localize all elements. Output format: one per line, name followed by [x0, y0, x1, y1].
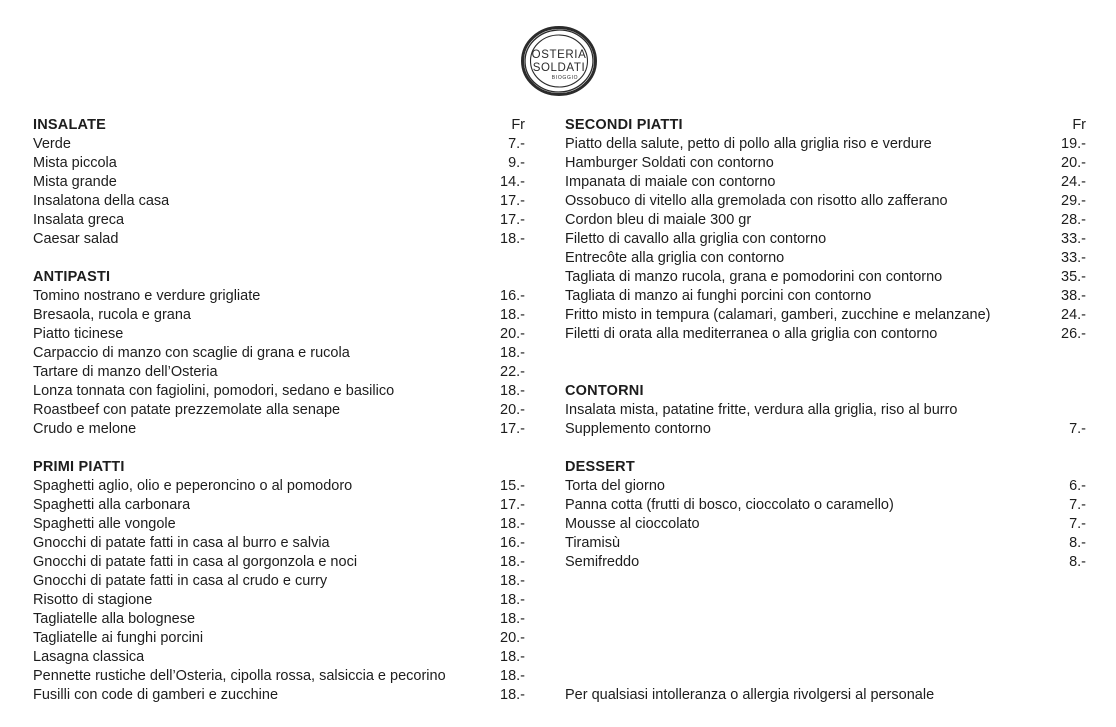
- menu-item-name: Cordon bleu di maiale 300 gr: [565, 212, 752, 228]
- logo-text-line1: OSTERIA: [531, 49, 587, 61]
- menu-item-row: [33, 325, 525, 344]
- menu-item-name: Carpaccio di manzo con scaglie di grana e rucola: [33, 345, 350, 361]
- menu-item-name: Crudo e melone: [33, 421, 137, 437]
- menu-item-price: 24.-: [1061, 174, 1086, 190]
- menu-item-name: Torta del giorno: [565, 478, 665, 494]
- menu-item-name: Piatto ticinese: [33, 326, 124, 342]
- menu-item-name: Insalata mista, patatine fritte, verdura alla griglia, riso al burro: [565, 402, 958, 418]
- menu-item-price: 20.-: [500, 402, 525, 418]
- menu-item-price: 17.-: [500, 497, 525, 513]
- menu-item-name: Caesar salad: [33, 231, 119, 247]
- menu-item-row: [565, 135, 1086, 154]
- menu-item-name: Pennette rustiche dell’Osteria, cipolla rossa, salsiccia e pecorino: [33, 668, 446, 684]
- menu-item-row: [33, 135, 525, 154]
- menu-item-name: Tagliata di manzo ai funghi porcini con contorno: [565, 288, 872, 304]
- menu-item-price: 24.-: [1061, 307, 1086, 323]
- menu-item-row: [565, 477, 1086, 496]
- menu-item-price: 26.-: [1061, 326, 1086, 342]
- menu-item-row: [33, 154, 525, 173]
- menu-item-row: [33, 648, 525, 667]
- menu-item-name: Lonza tonnata con fagiolini, pomodori, sedano e basilico: [33, 383, 395, 399]
- menu-item-row: [33, 629, 525, 648]
- section-title: PRIMI PIATTI: [33, 459, 125, 475]
- menu-item-row: [33, 686, 525, 705]
- section-title: DESSERT: [565, 459, 635, 475]
- menu-item-row: [565, 553, 1086, 572]
- section-header: [565, 382, 1086, 401]
- menu-item-price: 8.-: [1069, 554, 1086, 570]
- menu-item-row: [33, 553, 525, 572]
- menu-item-price: 18.-: [500, 554, 525, 570]
- menu-item-row: [33, 173, 525, 192]
- menu-item-name: Tiramisù: [565, 535, 621, 551]
- menu-item-name: Supplemento contorno: [565, 421, 711, 437]
- menu-item-price: 20.-: [500, 630, 525, 646]
- menu-item-price: 18.-: [500, 592, 525, 608]
- menu-item-row: [33, 363, 525, 382]
- menu-item-price: 18.-: [500, 383, 525, 399]
- menu-item-name: Tagliatelle alla bolognese: [33, 611, 196, 627]
- menu-item-price: 7.-: [1069, 497, 1086, 513]
- menu-item-name: Verde: [33, 136, 71, 152]
- menu-item-row: [33, 401, 525, 420]
- menu-item-price: 7.-: [1069, 516, 1086, 532]
- menu-item-price: 15.-: [500, 478, 525, 494]
- allergy-note: Per qualsiasi intolleranza o allergia rivolgersi al personale: [565, 687, 935, 703]
- menu-item-name: Bresaola, rucola e grana: [33, 307, 191, 323]
- menu-item-name: Panna cotta (frutti di bosco, cioccolato o caramello): [565, 497, 894, 513]
- menu-item-name: Entrecôte alla griglia con contorno: [565, 250, 785, 266]
- menu-item-price: 22.-: [500, 364, 525, 380]
- menu-item-price: 6.-: [1069, 478, 1086, 494]
- menu-item-row: [565, 192, 1086, 211]
- menu-item-row: [33, 477, 525, 496]
- menu-item-price: 18.-: [500, 307, 525, 323]
- menu-item-price: 29.-: [1061, 193, 1086, 209]
- menu-item-name: Piatto della salute, petto di pollo alla griglia riso e verdure: [565, 136, 932, 152]
- menu-item-row: [565, 420, 1086, 439]
- menu-item-row: [565, 211, 1086, 230]
- menu-item-row: [565, 496, 1086, 515]
- menu-item-name: Gnocchi di patate fatti in casa al crudo e curry: [33, 573, 328, 589]
- menu-item-row: [33, 211, 525, 230]
- currency-column-header: Fr: [511, 117, 525, 133]
- section-header: [33, 458, 525, 477]
- menu-item-row: [33, 382, 525, 401]
- menu-item-name: Insalata greca: [33, 212, 125, 228]
- menu-item-name: Semifreddo: [565, 554, 640, 570]
- menu-item-row: [33, 306, 525, 325]
- menu-column-right: [565, 116, 1086, 572]
- menu-item-row: [565, 154, 1086, 173]
- restaurant-logo: [520, 25, 598, 97]
- menu-item-name: Fusilli con code di gamberi e zucchine: [33, 687, 279, 703]
- menu-item-row: [565, 249, 1086, 268]
- menu-item-price: 18.-: [500, 573, 525, 589]
- menu-item-name: Hamburger Soldati con contorno: [565, 155, 774, 171]
- menu-item-row: [565, 173, 1086, 192]
- menu-item-price: 18.-: [500, 611, 525, 627]
- section-title: SECONDI PIATTI: [565, 117, 683, 133]
- logo-text-line2: SOLDATI: [532, 62, 586, 74]
- menu-item-name: Filetto di cavallo alla griglia con contorno: [565, 231, 827, 247]
- menu-item-price: 18.-: [500, 687, 525, 703]
- menu-item-name: Ossobuco di vitello alla gremolada con risotto allo zafferano: [565, 193, 948, 209]
- menu-item-row: [33, 192, 525, 211]
- section-title: ANTIPASTI: [33, 269, 111, 285]
- menu-item-row: [33, 496, 525, 515]
- menu-item-row: [565, 401, 1086, 420]
- menu-item-name: Mista piccola: [33, 155, 117, 171]
- menu-item-name: Impanata di maiale con contorno: [565, 174, 776, 190]
- menu-item-name: Mista grande: [33, 174, 117, 190]
- menu-item-row: [565, 325, 1086, 344]
- currency-column-header: Fr: [1072, 117, 1086, 133]
- logo-ring: [523, 28, 596, 95]
- logo-text-line3: BIOGGIO: [551, 75, 579, 81]
- menu-item-price: 19.-: [1061, 136, 1086, 152]
- menu-item-name: Roastbeef con patate prezzemolate alla senape: [33, 402, 341, 418]
- menu-item-price: 16.-: [500, 288, 525, 304]
- menu-item-name: Gnocchi di patate fatti in casa al gorgonzola e noci: [33, 554, 358, 570]
- menu-item-name: Spaghetti alle vongole: [33, 516, 176, 532]
- menu-item-name: Fritto misto in tempura (calamari, gamberi, zucchine e melanzane): [565, 307, 991, 323]
- menu-item-name: Tartare di manzo dell’Osteria: [33, 364, 218, 380]
- menu-item-row: [33, 344, 525, 363]
- menu-item-price: 18.-: [500, 516, 525, 532]
- section-header: [565, 116, 1086, 135]
- menu-item-price: 38.-: [1061, 288, 1086, 304]
- menu-item-price: 17.-: [500, 212, 525, 228]
- menu-item-row: [33, 610, 525, 629]
- menu-item-price: 33.-: [1061, 250, 1086, 266]
- menu-item-name: Insalatona della casa: [33, 193, 170, 209]
- menu-item-row: [565, 230, 1086, 249]
- menu-item-price: 7.-: [1069, 421, 1086, 437]
- menu-item-name: Mousse al cioccolato: [565, 516, 700, 532]
- menu-item-row: [33, 572, 525, 591]
- menu-item-row: [565, 515, 1086, 534]
- section-title: INSALATE: [33, 117, 107, 133]
- menu-item-row: [33, 667, 525, 686]
- menu-item-name: Spaghetti alla carbonara: [33, 497, 191, 513]
- menu-column-left: [33, 116, 525, 705]
- menu-item-name: Tomino nostrano e verdure grigliate: [33, 288, 261, 304]
- menu-item-price: 14.-: [500, 174, 525, 190]
- menu-item-name: Spaghetti aglio, olio e peperoncino o al pomodoro: [33, 478, 353, 494]
- menu-item-name: Lasagna classica: [33, 649, 145, 665]
- menu-item-price: 18.-: [500, 345, 525, 361]
- menu-item-price: 18.-: [500, 649, 525, 665]
- section-header: [565, 458, 1086, 477]
- menu-item-row: [565, 287, 1086, 306]
- menu-item-price: 7.-: [508, 136, 525, 152]
- menu-item-row: [565, 268, 1086, 287]
- menu-item-name: Tagliata di manzo rucola, grana e pomodorini con contorno: [565, 269, 943, 285]
- section-header: [33, 116, 525, 135]
- menu-item-name: Gnocchi di patate fatti in casa al burro e salvia: [33, 535, 330, 551]
- section-title: CONTORNI: [565, 383, 644, 399]
- menu-item-price: 20.-: [1061, 155, 1086, 171]
- menu-item-price: 8.-: [1069, 535, 1086, 551]
- menu-item-row: [33, 534, 525, 553]
- section-header: [33, 268, 525, 287]
- menu-item-price: 33.-: [1061, 231, 1086, 247]
- menu-item-price: 18.-: [500, 231, 525, 247]
- menu-item-row: [33, 287, 525, 306]
- menu-item-row: [33, 591, 525, 610]
- menu-item-price: 35.-: [1061, 269, 1086, 285]
- menu-item-price: 9.-: [508, 155, 525, 171]
- menu-item-price: 16.-: [500, 535, 525, 551]
- menu-item-row: [565, 534, 1086, 553]
- menu-item-price: 20.-: [500, 326, 525, 342]
- menu-item-price: 28.-: [1061, 212, 1086, 228]
- menu-item-price: 18.-: [500, 668, 525, 684]
- menu-item-row: [565, 306, 1086, 325]
- menu-item-price: 17.-: [500, 193, 525, 209]
- menu-item-name: Tagliatelle ai funghi porcini: [33, 630, 204, 646]
- menu-item-price: 17.-: [500, 421, 525, 437]
- menu-item-name: Filetti di orata alla mediterranea o alla griglia con contorno: [565, 326, 938, 342]
- menu-item-row: [33, 420, 525, 439]
- menu-item-row: [33, 515, 525, 534]
- menu-item-row: [33, 230, 525, 249]
- menu-item-name: Risotto di stagione: [33, 592, 153, 608]
